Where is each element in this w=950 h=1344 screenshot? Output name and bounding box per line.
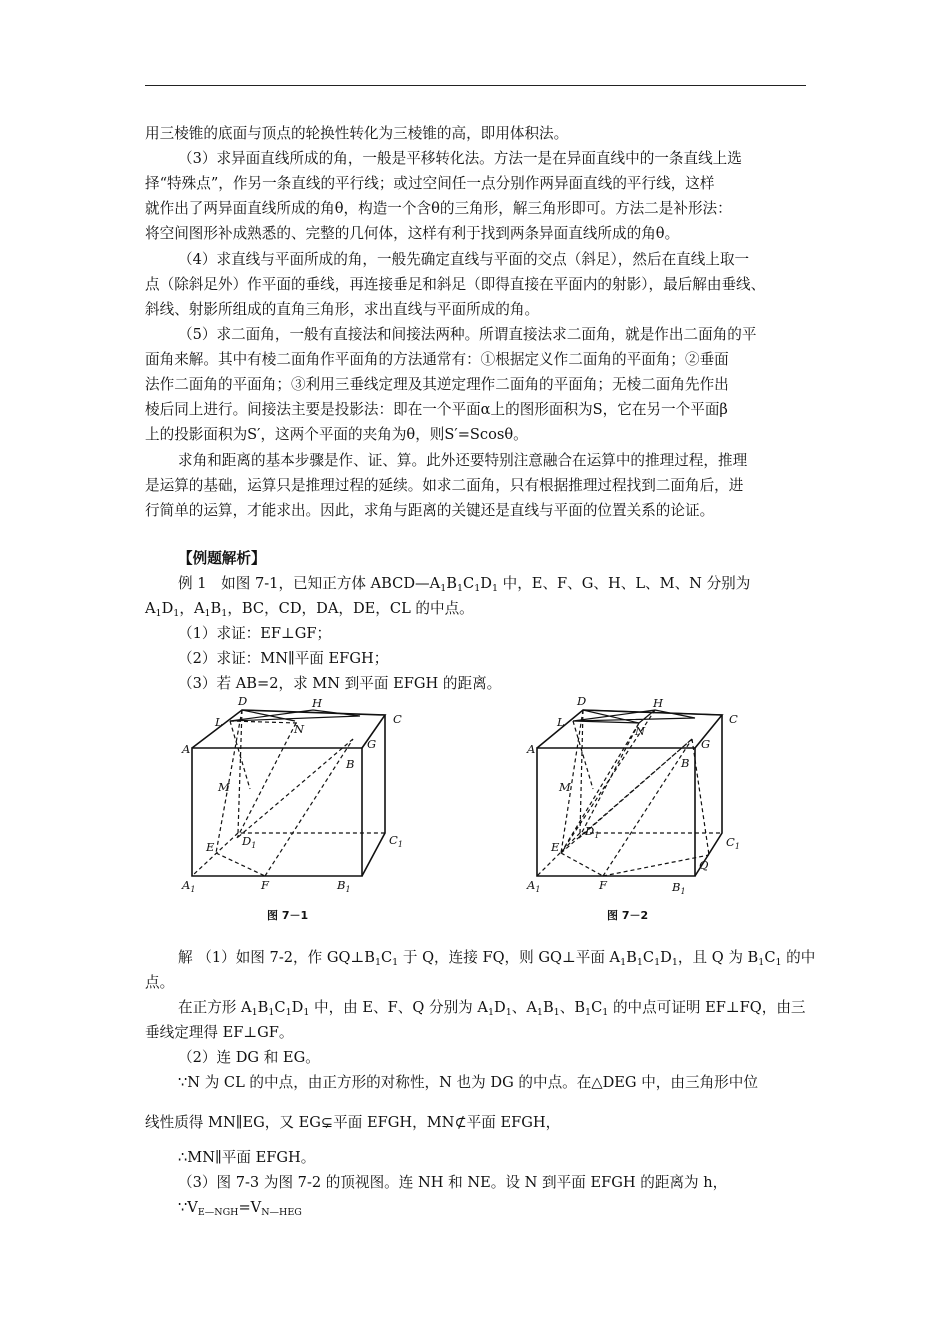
point-label: F [599, 878, 607, 892]
text-line: 将空间图形补成熟悉的、完整的几何体，这样有利于找到两条异面直线所成的角θ。 [145, 225, 680, 242]
point-label: E [551, 840, 560, 854]
point-label: B [681, 756, 690, 770]
text-line: 棱后同上进行。间接法主要是投影法：即在一个平面α上的图形面积为S，它在另一个平面β [145, 401, 728, 418]
solution-line: $\because V_{E—NGH}=V_{N—HEG}$ [178, 1199, 302, 1218]
point-label: Q [699, 858, 709, 872]
solution-line: 点。 [145, 974, 175, 991]
header-rule [145, 85, 806, 86]
text-line: 面角来解。其中有棱二面角作平面角的方法通常有：①根据定义作二面角的平面角；②垂面 [145, 351, 729, 368]
example-line: 例 1 如图 7-1，已知正方体 $ABCD—A_1B_1C_1D_1$ 中，E、F、G、H、L、M、N 分别为 [178, 575, 751, 594]
point-label: L [215, 715, 223, 729]
solution-line: （2）连 DG 和 EG。 [178, 1049, 320, 1066]
solution-line: ∵N 为 CL 的中点，由正方形的对称性，N 也为 DG 的中点。在△DEG 中，由三角形中位 [178, 1074, 758, 1091]
figure-7-1 [170, 693, 430, 933]
point-label: G [701, 737, 711, 751]
point-label: D [238, 694, 248, 708]
point-label: G [367, 737, 377, 751]
text-line: 是运算的基础，运算只是推理过程的延续。如求二面角，只有根据推理过程找到二面角后，进 [145, 477, 744, 494]
text-line: 点（除斜足外）作平面的垂线，再连接垂足和斜足（即得直接在平面内的射影），最后解由垂线、 [145, 276, 766, 293]
point-label: L [557, 715, 565, 729]
text-line: （3）求异面直线所成的角，一般是平移转化法。方法一是在异面直线中的一条直线上选 [178, 150, 742, 167]
question-line: （1）求证：EF⊥GF； [178, 625, 332, 642]
text-line: 法作二面角的平面角；③利用三垂线定理及其逆定理作二面角的平面角；无棱二面角先作出 [145, 376, 729, 393]
text-line: 求角和距离的基本步骤是作、证、算。此外还要特别注意融合在运算中的推理过程，推理 [178, 452, 748, 469]
text-line: （5）求二面角，一般有直接法和间接法两种。所谓直接法求二面角，就是作出二面角的平 [178, 326, 757, 343]
text-line: （4）求直线与平面所成的角，一般先确定直线与平面的交点（斜足），然后在直线上取一 [178, 251, 750, 268]
section-heading: 【例题解析】 [178, 550, 266, 567]
point-label: $A_1$ [182, 878, 196, 894]
point-label: E [206, 840, 215, 854]
text-line: 行简单的运算，才能求出。因此，求角与距离的关键还是直线与平面的位置关系的论证。 [145, 502, 715, 519]
point-label: $B_1$ [337, 878, 351, 894]
cube-diagram [515, 693, 775, 933]
point-label: $A_1$ [527, 878, 541, 894]
figure-caption: 图 7－2 [607, 909, 649, 922]
text-line: 斜线、射影所组成的直角三角形，求出直线与平面所成的角。 [145, 301, 540, 318]
point-label: $D_1$ [585, 824, 600, 840]
point-label: $B_1$ [672, 880, 686, 896]
point-label: A [182, 742, 191, 756]
question-line: （2）求证：MN∥平面 EFGH； [178, 650, 389, 667]
point-label: M [218, 780, 230, 794]
point-label: F [261, 878, 269, 892]
solution-line: 线性质得 MN∥EG，又 EG⊊平面 EFGH，MN⊄平面 EFGH， [145, 1114, 561, 1131]
solution-line: 垂线定理得 EF⊥GF。 [145, 1024, 294, 1041]
figure-caption: 图 7－1 [267, 909, 309, 922]
point-label: N [294, 722, 305, 736]
cube-diagram [170, 693, 430, 933]
point-label: D [577, 694, 587, 708]
point-label: M [559, 780, 571, 794]
point-label: N [635, 724, 646, 738]
point-label: $C_1$ [726, 835, 740, 851]
point-label: A [527, 742, 536, 756]
solution-line: （3）图 7-3 为图 7-2 的顶视图。连 NH 和 NE。设 N 到平面 EFGH 的距离为 h， [178, 1174, 728, 1191]
point-label: C [393, 712, 402, 726]
point-label: H [312, 696, 323, 710]
point-label: C [729, 712, 738, 726]
point-label: H [653, 696, 664, 710]
question-line: （3）若 AB=2，求 MN 到平面 EFGH 的距离。 [178, 675, 502, 692]
solution-line: ∴MN∥平面 EFGH。 [178, 1149, 316, 1166]
solution-line: 解 （1）如图 7-2，作 $GQ\perp B_1C_1$ 于 Q，连接 FQ，则 GQ⊥平面 $A_1B_1C_1D_1$，且 Q 为 $B_1C_1$ 的中 [178, 949, 816, 968]
text-line: 择“特殊点”，作另一条直线的平行线；或过空间任一点分别作两异面直线的平行线，这样 [145, 175, 715, 192]
text-line: 就作出了两异面直线所成的角θ，构造一个含θ的三角形，解三角形即可。方法二是补形法： [145, 200, 732, 217]
hidden-constructions [216, 710, 353, 876]
point-label: $C_1$ [389, 833, 403, 849]
point-label: $D_1$ [242, 834, 257, 850]
text-line: 用三棱锥的底面与顶点的轮换性转化为三棱锥的高，即用体积法。 [145, 125, 569, 142]
point-label: B [346, 757, 355, 771]
text-line: 上的投影面积为S′，这两个平面的夹角为θ，则S′=Scosθ。 [145, 426, 528, 443]
solution-line: 在正方形 $A_1B_1C_1D_1$ 中，由 E、F、Q 分别为 $A_1D_1$、$A_1B_1$、$B_1C_1$ 的中点可证明 EF⊥FQ，由三 [178, 999, 806, 1018]
figure-7-2 [515, 693, 775, 933]
example-line: $A_1D_1$，$A_1B_1$，BC，CD，DA，DE，CL 的中点。 [145, 600, 474, 619]
top-face-lines [573, 710, 722, 723]
